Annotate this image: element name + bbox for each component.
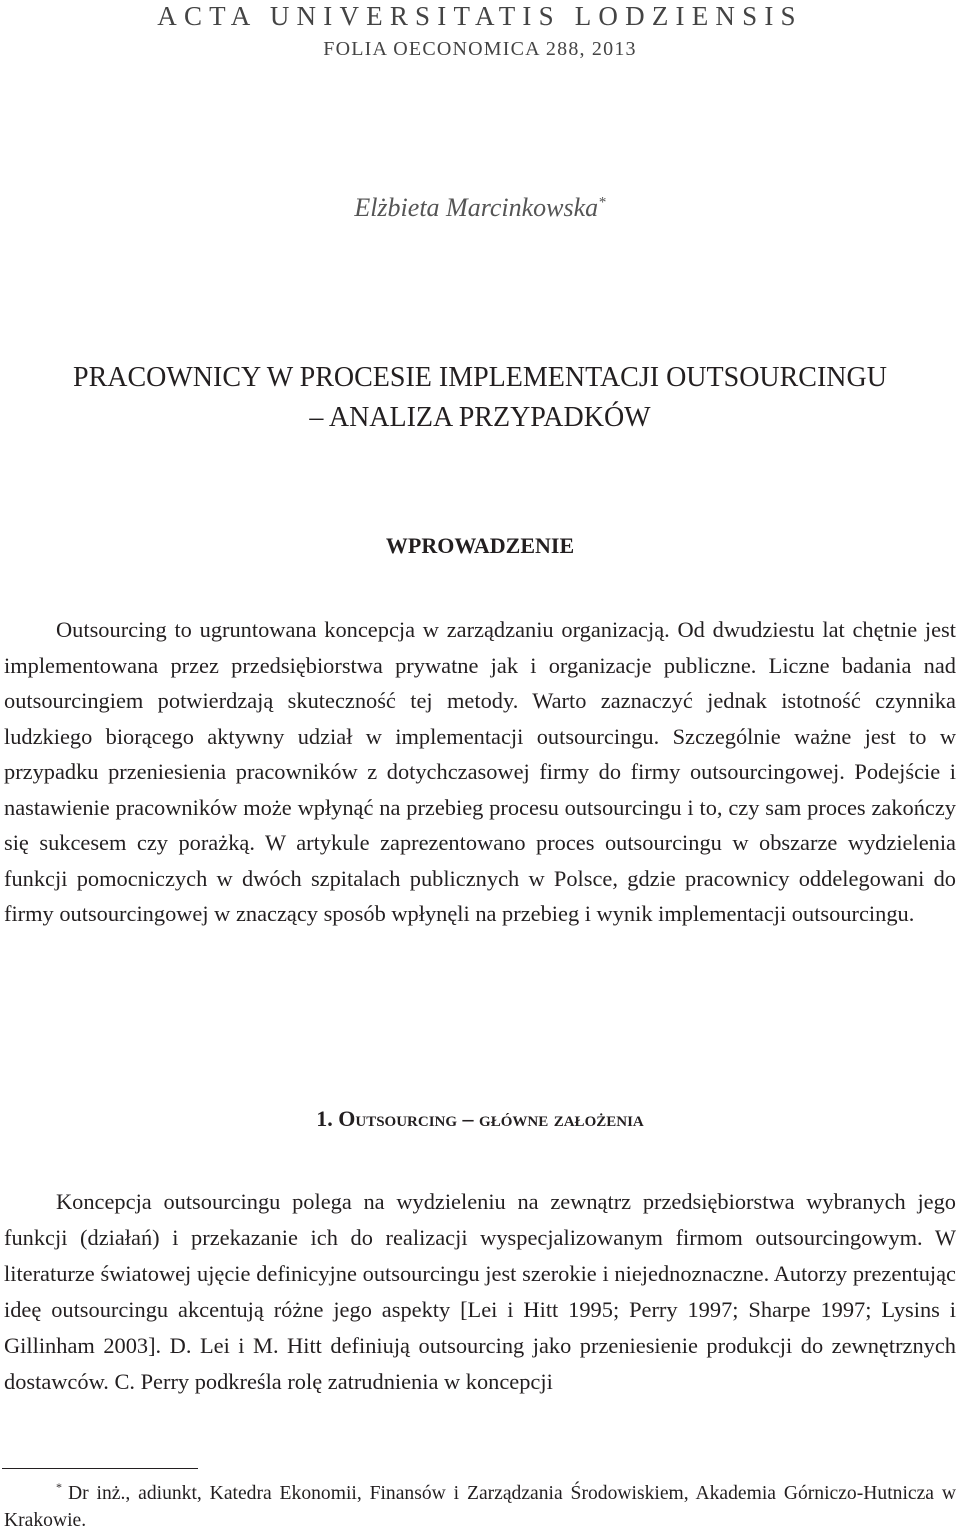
footnote [4,1480,956,1534]
title-line-1: PRACOWNICY W PROCESIE IMPLEMENTACJI OUTSOURCINGU [73,362,887,393]
footnote-divider [2,1468,198,1469]
footnote-mark: * [56,1480,62,1495]
author [0,191,960,225]
section-1-heading [0,1104,960,1134]
author-footnote-mark: * [598,194,606,211]
intro-heading: WPROWADZENIE [385,533,575,558]
title-line-2: – ANALIZA PRZYPADKÓW [309,402,651,433]
journal-name: ACTA UNIVERSITATIS LODZIENSIS [157,1,803,31]
article-title [0,358,960,438]
section-1-number: 1. [316,1106,333,1131]
journal-series: FOLIA OECONOMICA 288, 2013 [323,38,637,60]
intro-paragraph: Outsourcing to ugruntowana koncepcja w zarządzaniu organizacją. Od dwudziestu lat chętnie jest implementowana przez przedsiębiorstwa prywatne jak i organizacje publiczne. Liczne badania nad outsourcingiem potwierdzają skuteczność tej metody. Warto zaznaczyć jednak istotność czynnika ludzkiego biorącego aktywny udział w implementacji outsourcingu. Szczególnie ważne jest to w przypadku przeniesienia pracowników z dotychczasowej firmy do firmy outsourcingowej. Podejście i nastawienie pracowników może wpłynąć na przebieg procesu outsourcingu i to, czy sam proces zakończy się sukcesem czy porażką. W artykule zaprezentowano proces outsourcingu w obszarze wydzielenia funkcji pomocniczych w dwóch szpitalach publicznych w Polsce, gdzie pracownicy oddelegowani do firmy outsourcingowej w znaczący sposób wpłynęli na przebieg i wynik implementacji outsourcingu. [4,617,956,926]
footnote-text: Dr inż., adiunkt, Katedra Ekonomii, Finansów i Zarządzania Środowiskiem, Akademia Górniczo-Hutnicza w Krakowie. [4,1483,956,1531]
author-name: Elżbieta Marcinkowska [354,193,599,222]
section-1-paragraph: Koncepcja outsourcingu polega na wydzieleniu na zewnątrz przedsiębiorstwa wybranych jego funkcji (działań) i przekazanie ich do realizacji wyspecjalizowanym firmom outsourcingowym. W literaturze światowej ujęcie definicyjne outsourcingu jest szerokie i niejednoznaczne. Autorzy prezentując ideę outsourcingu akcentują różne jego aspekty [Lei i Hitt 1995; Perry 1997; Sharpe 1997; Lysins i Gillinham 2003]. D. Lei i M. Hitt definiują outsourcing jako przeniesienie produkcji do zewnętrznych dostawców. C. Perry podkreśla rolę zatrudnienia w koncepcji [4,1189,956,1394]
section-1-title: Outsourcing – główne założenia [338,1106,644,1131]
